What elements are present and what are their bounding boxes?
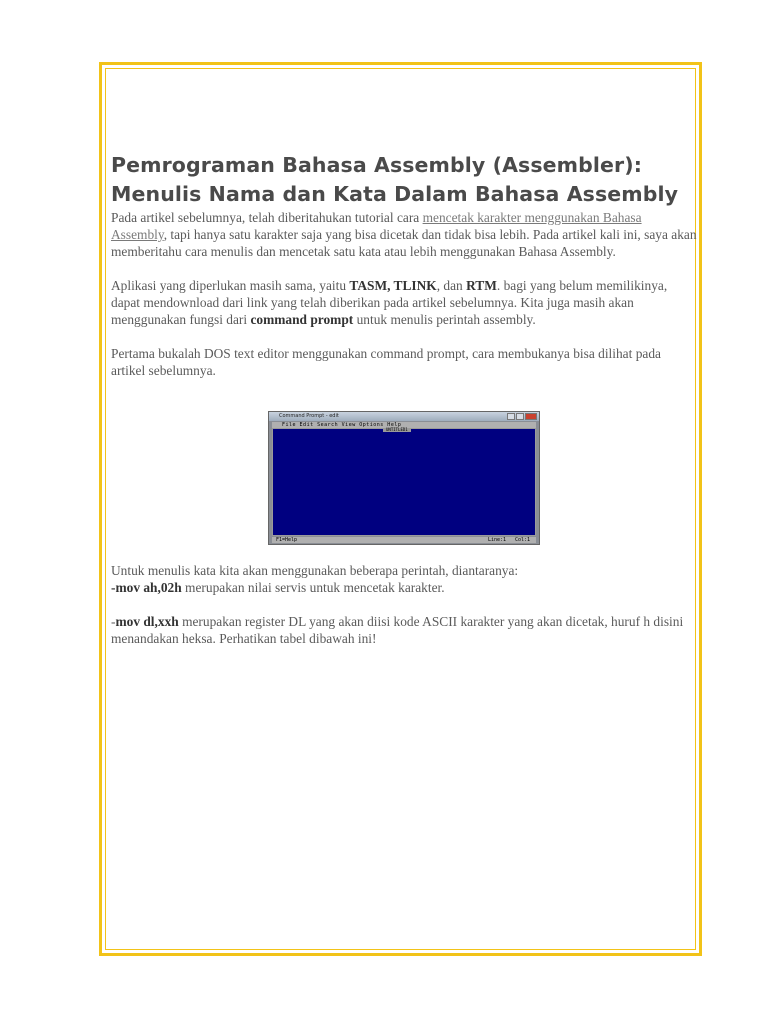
mov-ah-text: merupakan nilai servis untuk mencetak karakter. bbox=[181, 580, 445, 595]
paragraph-commands-intro: Untuk menulis kata kita akan menggunakan beberapa perintah, diantaranya: bbox=[111, 563, 519, 578]
paragraph-mov-dl bbox=[111, 613, 697, 647]
dos-editor-screenshot bbox=[268, 411, 540, 545]
mov-dl-dash: - bbox=[111, 614, 116, 629]
article-title: Pemrograman Bahasa Assembly (Assembler): Menulis Nama dan Kata Dalam Bahasa Assembly bbox=[111, 153, 679, 206]
paragraph-mov-ah bbox=[111, 579, 697, 596]
mov-dl-text: merupakan register DL yang akan diisi kode ASCII karakter yang akan dicetak, huruf h disini menandakan heksa. Perhatikan tabel dibawah ini! bbox=[111, 614, 684, 646]
editor-menubar: File Edit Search View Options Help bbox=[272, 422, 536, 428]
req-text-3: . bagi yang belum memilikinya, dapat mendownload dari link yang telah diberikan pada artikel sebelumnya. Kita juga masih akan menggunakan fungsi dari bbox=[111, 278, 668, 327]
paragraph-requirements bbox=[111, 277, 697, 328]
req-text-1: Aplikasi yang diperlukan masih sama, yaitu bbox=[111, 278, 350, 293]
previous-article-link[interactable]: mencetak karakter menggunakan Bahasa Assembly bbox=[111, 210, 642, 242]
maximize-icon bbox=[516, 413, 524, 420]
intro-text-start: Pada artikel sebelumnya, telah diberitahukan tutorial cara bbox=[111, 210, 423, 225]
window-titlebar: Command Prompt - edit bbox=[269, 412, 539, 421]
req-text-4: untuk menulis perintah assembly. bbox=[353, 312, 536, 327]
page-frame bbox=[99, 62, 702, 956]
paragraph-intro bbox=[111, 209, 697, 260]
minimize-icon bbox=[507, 413, 515, 420]
mov-dl-code: mov dl,xxh bbox=[115, 614, 179, 629]
editor-statusbar bbox=[272, 537, 536, 543]
mov-ah-dash: - bbox=[111, 580, 116, 595]
editor-area bbox=[272, 428, 536, 536]
article-body bbox=[111, 151, 697, 647]
status-help: F1=Help bbox=[276, 537, 298, 543]
paragraph-open-editor: Pertama bukalah DOS text editor menggunakan command prompt, cara membukanya bisa dilihat pada artikel sebelumnya. bbox=[111, 346, 661, 378]
status-line: Line:1 bbox=[487, 537, 506, 543]
req-text-2: , dan bbox=[436, 278, 467, 293]
mov-ah-code: mov ah,02h bbox=[115, 580, 182, 595]
req-tasm-tlink: TASM, TLINK bbox=[349, 278, 437, 293]
editor-file-name: UNTITLED1 bbox=[383, 428, 411, 432]
intro-text-end: , tapi hanya satu karakter saja yang bisa dicetak dan tidak bisa lebih. Pada artikel kali ini, saya akan memberitahu cara menulis dan mencetak satu kata atau lebih menggunakan Bahasa Assembly. bbox=[111, 227, 697, 259]
req-command-prompt: command prompt bbox=[250, 312, 354, 327]
req-rtm: RTM bbox=[466, 278, 497, 293]
status-col: Col:1 bbox=[514, 537, 530, 543]
close-icon bbox=[525, 413, 537, 420]
